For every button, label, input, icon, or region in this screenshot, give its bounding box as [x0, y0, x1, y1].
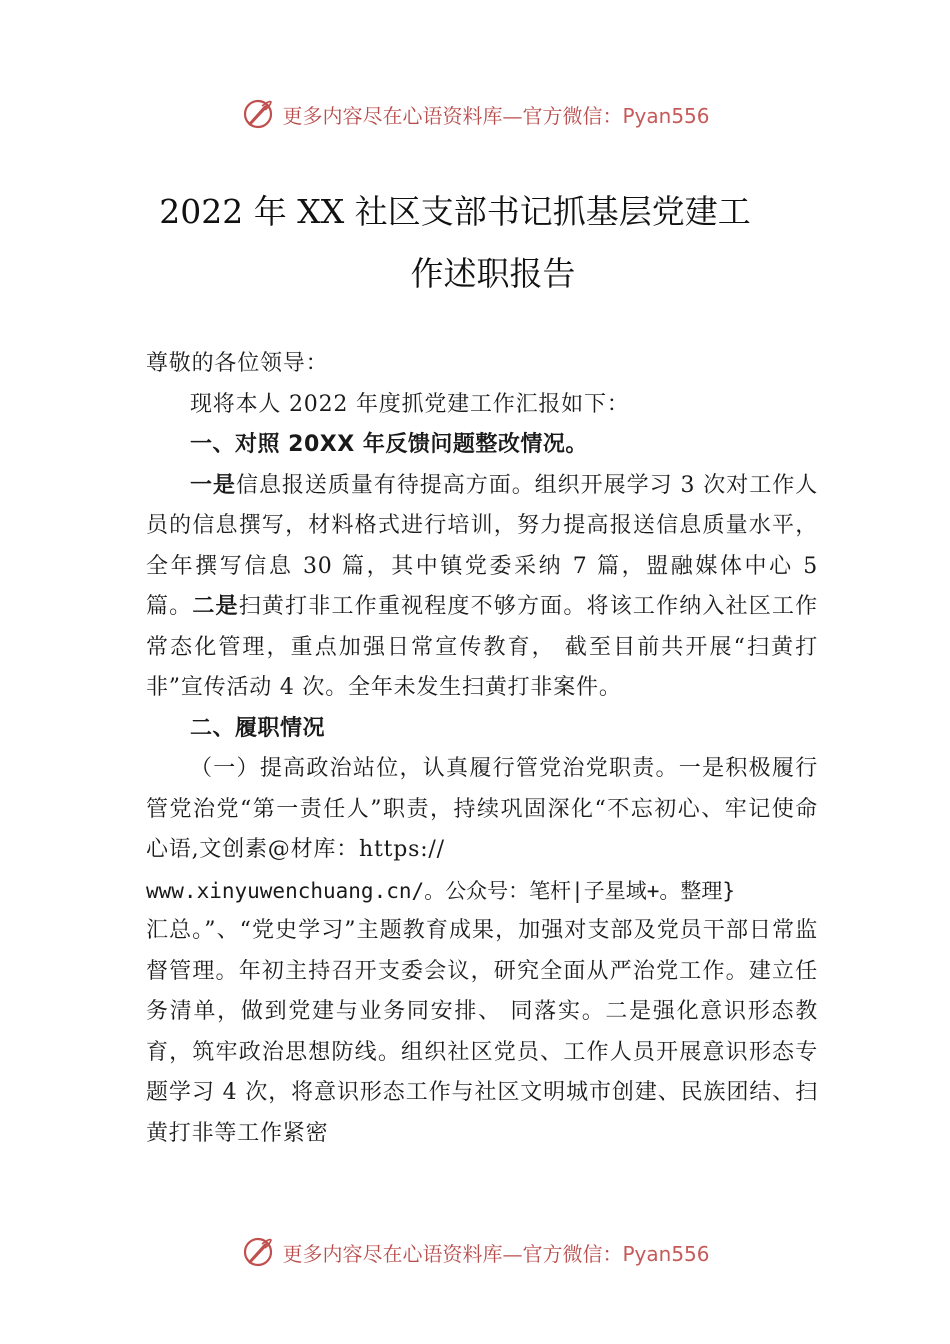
section-1-text-1: 信息报送质量有待提高方面。组织开展学习 3 次对工作人员的信息撰写，材料格式进行培训，努力提高报送信息质量水平，全年撰写信息 30 篇，其中镇党委采纳 7 篇，盟融媒体中心 5 篇。: [146, 472, 818, 619]
banner-label: 更多内容尽在心语资料库—官方微信：: [282, 103, 623, 128]
lead-second: 二是: [192, 594, 239, 619]
lead-first: 一是: [190, 472, 236, 498]
section-1-heading: 一、对照 20XX 年反馈问题整改情况。: [190, 432, 588, 457]
banner-text: [282, 100, 709, 129]
document-title-line-1: 2022 年 XX 社区支部书记抓基层党建工: [159, 192, 751, 231]
wechat-id: Pyan556: [622, 1241, 710, 1266]
document-title-line-2: 作述职报告: [410, 254, 576, 293]
salutation: 尊敬的各位领导：: [146, 351, 329, 376]
footer-watermark-banner: [0, 1232, 950, 1272]
section-1-text-2: 扫黄打非工作重视程度不够方面。将该工作纳入社区工作常态化管理，重点加强日常宣传教育， 截至目前共开展“扫黄打非”宣传活动 4 次。全年未发生扫黄打非案件。: [146, 594, 818, 700]
section-1-paragraph: [146, 466, 818, 709]
quill-pen-icon: [240, 96, 276, 132]
quill-pen-icon: [240, 1234, 276, 1270]
section-2-paragraph-a: （一）提高政治站位，认真履行管党治党职责。一是积极履行管党治党“第一责任人”职责，持续巩固深化“不忘初心、牢记使命心语,文创素@材库：https://: [146, 756, 818, 862]
banner-label: 更多内容尽在心语资料库—官方微信：: [282, 1241, 623, 1266]
section-2-paragraph-b: 汇总。”、“党史学习”主题教育成果，加强对支部及党员干部日常监督管理。年初主持召开支委会议，研究全面从严治党工作。建立任务清单，做到党建与业务同安排、 同落实。二是强化意识形态教育，筑牢政治思想防线。组织社区党员、工作人员开展意识形态专题学习 4 次，将意识形态工作与社区文明城市创建、民族团结、扫黄打非等工作紧密: [146, 918, 818, 1146]
header-watermark-banner: [0, 94, 950, 134]
banner-text: [282, 1238, 709, 1267]
wechat-id: Pyan556: [622, 103, 710, 128]
section-2-heading: 二、履职情况: [190, 715, 326, 741]
watermark-url-line: www.xinyuwenchuang.cn/。公众号：笔杆|子星域+。整理}: [146, 878, 736, 903]
document-body: [146, 344, 818, 1154]
intro-paragraph: 现将本人 2022 年度抓党建工作汇报如下：: [190, 391, 630, 417]
